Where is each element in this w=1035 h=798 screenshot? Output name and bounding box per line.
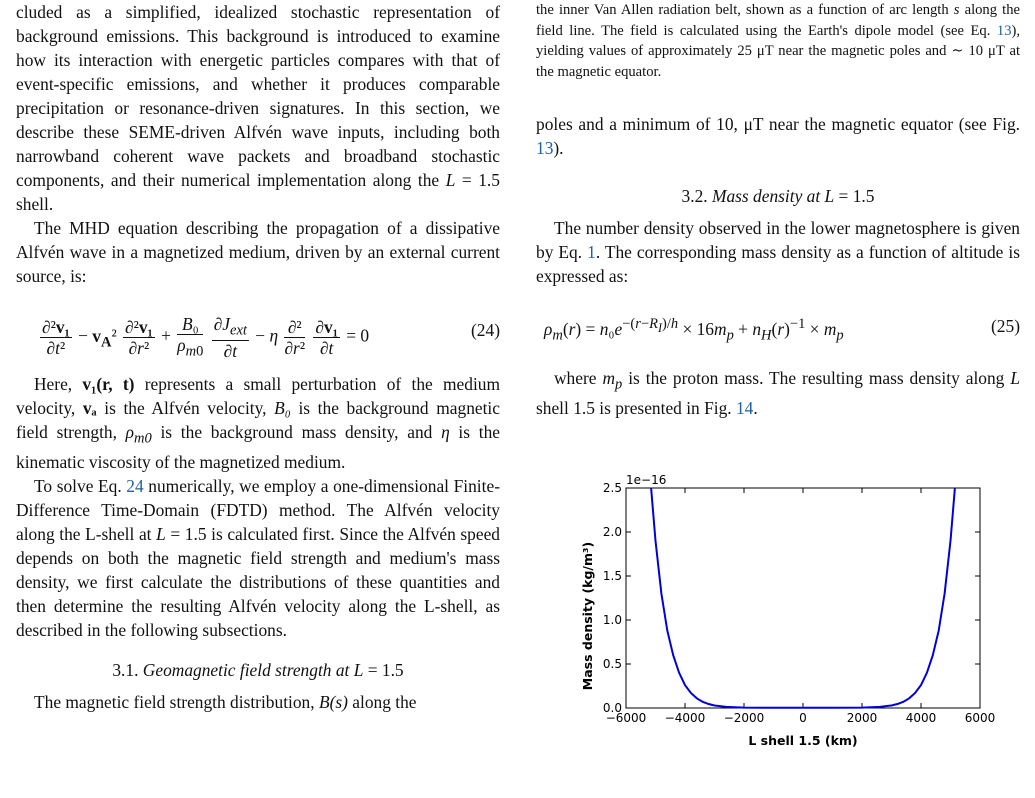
ref-eq-24[interactable]: 24 xyxy=(126,476,144,497)
chart-y-label: Mass density (kg/m³) xyxy=(580,541,595,691)
ref-fig-14[interactable]: 14 xyxy=(735,398,754,419)
equation-25-number: (25) xyxy=(991,316,1020,336)
chart-ticks xyxy=(603,481,995,725)
paragraph-number-density: The number density observed in the lower magnetosphere is given by Eq. 1. The corresponding mass density as a function of altitude is expressed as: xyxy=(536,218,1020,286)
left-column xyxy=(16,0,500,714)
chart-offset-text: 1e−16 xyxy=(626,473,667,487)
x-tick-label: 6000 xyxy=(964,711,996,725)
y-tick-label: 0.5 xyxy=(602,657,622,671)
ref-fig-13[interactable]: 13 xyxy=(536,138,554,158)
paragraph-variables: Here, v₁(r, t) represents a small perturbation of the medium velocity, vₐ is the Alfvén velocity, B₀ is the background magnetic field strength, $\rho_{m0}$ is the background mass density, and η is the kinematic viscosity of the magnetized medium. xyxy=(16,374,500,473)
mass-density-chart xyxy=(570,470,996,770)
equation-24-number: (24) xyxy=(471,320,500,340)
y-tick-label: 1.0 xyxy=(602,613,622,627)
x-tick-label: −2000 xyxy=(723,711,765,725)
equation-24 xyxy=(16,302,500,362)
figure-13-caption: the inner Van Allen radiation belt, shown as a function of arc length s along the field line. The field is calculated using the Earth's dipole model (see Eq. 13), yielding values of approximately 25 μT near the magnetic poles and ∼ 10 μT at the magnetic equator. xyxy=(536,2,1020,80)
chart-series xyxy=(651,488,955,708)
paragraph-field-strength: The magnetic field strength distribution, B(s) along the xyxy=(34,692,417,713)
equation-25-body: $\rho_m(r) = n_0e^{-(r-R_I)/h} \times 16m_p + n_H(r)^{-1} \times m_p$ xyxy=(544,316,844,344)
chart-x-label: L shell 1.5 (km) xyxy=(748,733,858,748)
y-tick-label: 1.5 xyxy=(602,569,622,583)
x-tick-label: −6000 xyxy=(605,711,647,725)
y-tick-label: 2.5 xyxy=(602,481,622,495)
ref-eq-1[interactable]: 1 xyxy=(587,242,596,262)
density-line xyxy=(651,488,955,708)
y-tick-label: 0.0 xyxy=(602,701,622,715)
x-tick-label: −4000 xyxy=(664,711,706,725)
paragraph-seme-inputs: cluded as a simplified, idealized stochastic representation of background emissions. This background is introduced to examine how its interaction with energetic particles compares with that of event-specific emissions, and whether it produces comparable precipitation or resonance-driven signatures. In this section, we describe these SEME-driven Alfvén wave inputs, including both narrowband coherent wave packets and broadband stochastic components, and their numerical implementation along the L = 1.5 shell. xyxy=(16,2,500,214)
ref-eq-13[interactable]: 13 xyxy=(996,22,1012,39)
paragraph-poles: poles and a minimum of 10, μT near the magnetic equator (see Fig. 13). xyxy=(536,114,1020,158)
equation-24-body: $\frac{\text{∂²v₁}}{\text{∂t²}}$ − $v_A^2$ $\frac{\text{∂²v₁}}{\text{∂r²}}$ + $\frac{\text{B₀}}{\rho_{m0}}$ $\frac{\partial J_{ext}}{\partial t}$ − η $\frac{\text{∂²}}{\text{∂r²}}$ $\frac{\text{∂v₁}}{\partial t}$ = 0 xyxy=(42,314,370,362)
paragraph-fdtd: To solve Eq. 24 numerically, we employ a one-dimensional Finite-Difference Time-Domain (FDTD) method. The Alfvén velocity along the L-shell at L = 1.5 is calculated first. Since the Alfvén speed depends on both the magnetic field strength and medium's mass density, we first calculate the distributions of these quantities and then determine the resulting Alfvén velocity along the L-shell, as described in the following subsections. xyxy=(16,476,500,641)
paragraph-proton-mass: where $m_p$ is the proton mass. The resulting mass density along L shell 1.5 is presented in Fig. 14. xyxy=(536,368,1020,419)
x-tick-label: 2000 xyxy=(846,711,878,725)
right-column xyxy=(536,0,1020,420)
x-tick-label: 4000 xyxy=(905,711,937,725)
equation-25 xyxy=(536,300,1020,356)
section-3-2-heading: 3.2. Mass density at L = 1.5 xyxy=(681,186,875,206)
y-tick-label: 2.0 xyxy=(602,525,622,539)
x-tick-label: 0 xyxy=(799,711,807,725)
paragraph-mhd-intro: The MHD equation describing the propagation of a dissipative Alfvén wave in a magnetized medium, driven by an external current source, is: xyxy=(16,218,500,286)
section-3-1-heading: 3.1. Geomagnetic field strength at L = 1.5 xyxy=(112,660,404,681)
